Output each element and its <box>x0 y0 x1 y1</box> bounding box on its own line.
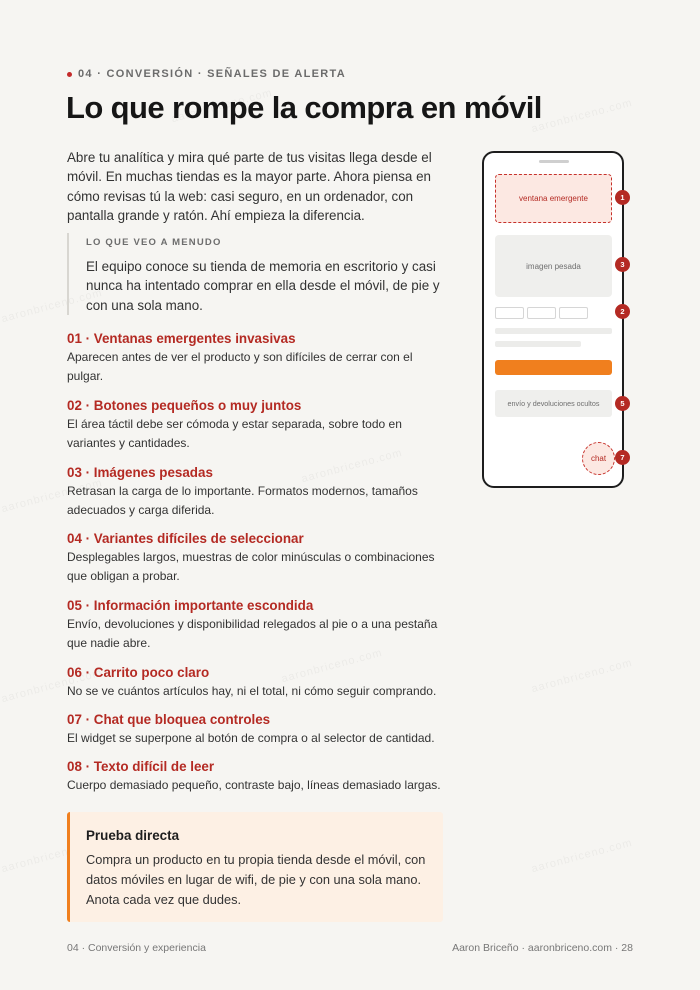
list-item <box>67 757 447 795</box>
hidden-info-label: envío y devoluciones ocultos <box>507 399 600 408</box>
item-title: 08 · Texto difícil de leer <box>67 759 215 774</box>
text-line-mock <box>495 341 581 347</box>
watermark <box>530 837 634 876</box>
item-title: 03 · Imágenes pesadas <box>67 465 213 480</box>
quote-text: El equipo conoce su tienda de memoria en escritorio y casi nunca ha intentado comprar en ella desde el móvil, de pie y con una sola mano. <box>86 259 440 313</box>
footer-section: 04 · Conversión y experiencia <box>67 942 206 954</box>
list-item <box>67 529 447 587</box>
item-description: Cuerpo demasiado pequeño, contraste bajo, líneas demasiado largas. <box>67 778 441 792</box>
item-description: No se ve cuántos artículos hay, ni el total, ni cómo seguir comprando. <box>67 684 437 698</box>
chat-label: chat <box>590 454 607 463</box>
popup-mock <box>495 174 612 223</box>
phone-notch <box>539 160 569 163</box>
marker-badge: 5 <box>615 396 630 411</box>
marker-badge: 7 <box>615 450 630 465</box>
list-item <box>67 329 447 387</box>
list-item <box>67 663 447 701</box>
item-title: 01 · Ventanas emergentes invasivas <box>67 331 296 346</box>
chat-bubble-mock <box>582 442 615 475</box>
image-label: imagen pesada <box>526 261 581 271</box>
variant-chip <box>559 307 588 319</box>
quote-label: LO QUE VEO A MENUDO <box>86 237 222 248</box>
footer-author-page: Aaron Briceño · aaronbriceno.com · 28 <box>452 942 633 954</box>
intro-paragraph: Abre tu analítica y mira qué parte de tus visitas llega desde el móvil. En muchas tiendas es la mayor parte. Ahora piensa en cómo revisas tú la web: casi seguro, en un ordenador, con pantalla grande y ratón. Ahí empieza la diferencia. <box>67 150 432 224</box>
item-title: 07 · Chat que bloquea controles <box>67 712 271 727</box>
callout-title: Prueba directa <box>86 828 180 843</box>
list-item <box>67 710 447 748</box>
marker-badge: 2 <box>615 304 630 319</box>
item-title: 04 · Variantes difíciles de seleccionar <box>67 531 304 546</box>
variant-chip <box>495 307 524 319</box>
item-description: Retrasan la carga de lo importante. Formatos modernos, tamaños adecuados y carga diferida. <box>67 484 418 518</box>
quote-block <box>67 233 461 315</box>
marker-badge: 1 <box>615 190 630 205</box>
text-line-mock <box>495 328 612 334</box>
callout-box <box>67 812 443 922</box>
variant-chip <box>527 307 556 319</box>
item-description: El widget se superpone al botón de compra o al selector de cantidad. <box>67 731 435 745</box>
item-title: 05 · Información importante escondida <box>67 598 314 613</box>
item-description: El área táctil debe ser cómoda y estar separada, sobre todo en variantes y cantidades. <box>67 417 402 451</box>
bullet-dot-icon <box>67 72 72 77</box>
image-mock <box>495 235 612 297</box>
page-title: Lo que rompe la compra en móvil <box>66 90 542 125</box>
item-title: 02 · Botones pequeños o muy juntos <box>67 398 302 413</box>
item-description: Envío, devoluciones y disponibilidad relegados al pie o a una pestaña que nadie abre. <box>67 617 438 651</box>
item-title: 06 · Carrito poco claro <box>67 665 210 680</box>
item-description: Aparecen antes de ver el producto y son difíciles de cerrar con el pulgar. <box>67 350 413 384</box>
popup-label: ventana emergente <box>519 194 588 203</box>
phone-illustration <box>482 151 624 488</box>
marker-badge: 3 <box>615 257 630 272</box>
eyebrow-text: 04 · CONVERSIÓN · SEÑALES DE ALERTA <box>78 68 346 80</box>
list-item <box>67 596 447 654</box>
list-item <box>67 396 447 454</box>
hidden-info-mock <box>495 390 612 417</box>
section-eyebrow <box>67 68 346 80</box>
variant-buttons-mock <box>495 307 588 319</box>
callout-body: Compra un producto en tu propia tienda desde el móvil, con datos móviles en lugar de wifi, de pie y con una sola mano. Anota cada vez que dudes. <box>86 852 426 907</box>
item-description: Desplegables largos, muestras de color minúsculas o combinaciones que obligan a probar. <box>67 550 435 584</box>
watermark <box>530 97 634 136</box>
buy-button-mock <box>495 360 612 375</box>
list-item <box>67 463 447 521</box>
watermark <box>530 657 634 696</box>
